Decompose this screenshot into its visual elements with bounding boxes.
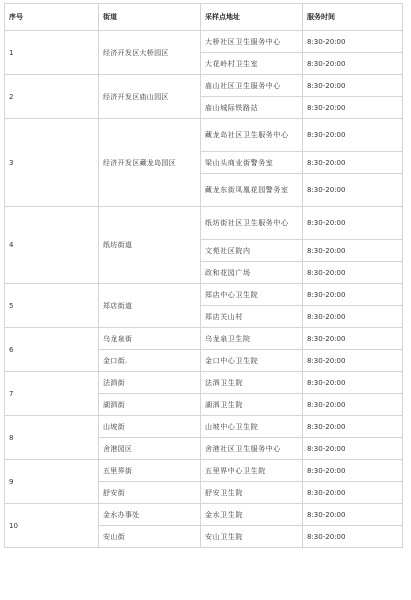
site-cell: 湖泗卫生院 — [201, 394, 303, 416]
header-hours: 服务时间 — [303, 4, 403, 31]
site-cell: 文苑社区院内 — [201, 240, 303, 262]
hours-cell: 8:30-20:00 — [303, 97, 403, 119]
street-cell: 舍港园区 — [99, 438, 201, 460]
hours-cell: 8:30-20:00 — [303, 31, 403, 53]
street-cell: 金口街. — [99, 350, 201, 372]
street-cell: 经济开发区庙山园区 — [99, 75, 201, 119]
table-row — [5, 504, 403, 526]
site-cell: 郑店中心卫生院 — [201, 284, 303, 306]
site-cell: 藏龙岛社区卫生服务中心 — [201, 119, 303, 152]
row-index: 6 — [5, 328, 99, 372]
street-cell: 纸坊街道 — [99, 207, 201, 284]
site-cell: 舒安卫生院 — [201, 482, 303, 504]
site-cell: 乌龙泉卫生院 — [201, 328, 303, 350]
hours-cell: 8:30-20:00 — [303, 174, 403, 207]
hours-cell: 8:30-20:00 — [303, 240, 403, 262]
hours-cell: 8:30-20:00 — [303, 394, 403, 416]
table-row — [5, 372, 403, 394]
street-cell: 经济开发区大桥园区 — [99, 31, 201, 75]
site-cell: 庙山城际铁路站 — [201, 97, 303, 119]
site-cell: 五里界中心卫生院 — [201, 460, 303, 482]
row-index: 4 — [5, 207, 99, 284]
header-site: 采样点地址 — [201, 4, 303, 31]
hours-cell: 8:30-20:00 — [303, 416, 403, 438]
site-cell: 大花岭村卫生室 — [201, 53, 303, 75]
site-cell: 郑店关山村 — [201, 306, 303, 328]
street-cell: 山坡街 — [99, 416, 201, 438]
hours-cell: 8:30-20:00 — [303, 119, 403, 152]
table-body — [5, 31, 403, 548]
row-index: 1 — [5, 31, 99, 75]
hours-cell: 8:30-20:00 — [303, 460, 403, 482]
hours-cell: 8:30-20:00 — [303, 284, 403, 306]
table-row — [5, 75, 403, 97]
row-index: 10 — [5, 504, 99, 548]
street-cell: 湖泗街 — [99, 394, 201, 416]
hours-cell: 8:30-20:00 — [303, 328, 403, 350]
table-row — [5, 416, 403, 438]
site-cell: 法泗卫生院 — [201, 372, 303, 394]
street-cell: 乌龙泉街 — [99, 328, 201, 350]
header-index: 序号 — [5, 4, 99, 31]
site-cell: 金水卫生院 — [201, 504, 303, 526]
site-cell: 舍港社区卫生服务中心 — [201, 438, 303, 460]
site-cell: 纸坊街社区卫生服务中心 — [201, 207, 303, 240]
header-street: 街道 — [99, 4, 201, 31]
hours-cell: 8:30-20:00 — [303, 306, 403, 328]
sampling-sites-table — [4, 3, 403, 548]
row-index: 8 — [5, 416, 99, 460]
row-index: 2 — [5, 75, 99, 119]
hours-cell: 8:30-20:00 — [303, 75, 403, 97]
hours-cell: 8:30-20:00 — [303, 262, 403, 284]
site-cell: 山坡中心卫生院 — [201, 416, 303, 438]
street-cell: 舒安街 — [99, 482, 201, 504]
table-row — [5, 460, 403, 482]
hours-cell: 8:30-20:00 — [303, 350, 403, 372]
site-cell: 政和花园广场 — [201, 262, 303, 284]
site-cell: 安山卫生院 — [201, 526, 303, 548]
street-cell: 经济开发区藏龙岛园区 — [99, 119, 201, 207]
hours-cell: 8:30-20:00 — [303, 53, 403, 75]
street-cell: 五里界街 — [99, 460, 201, 482]
hours-cell: 8:30-20:00 — [303, 504, 403, 526]
table-row — [5, 119, 403, 152]
hours-cell: 8:30-20:00 — [303, 207, 403, 240]
hours-cell: 8:30-20:00 — [303, 482, 403, 504]
row-index: 9 — [5, 460, 99, 504]
street-cell: 郑店街道 — [99, 284, 201, 328]
hours-cell: 8:30-20:00 — [303, 526, 403, 548]
site-cell: 梁山头商业街警务室 — [201, 152, 303, 174]
hours-cell: 8:30-20:00 — [303, 438, 403, 460]
table-row — [5, 284, 403, 306]
row-index: 7 — [5, 372, 99, 416]
row-index: 5 — [5, 284, 99, 328]
table-row — [5, 207, 403, 240]
table-row — [5, 328, 403, 350]
street-cell: 金水办事处 — [99, 504, 201, 526]
row-index: 3 — [5, 119, 99, 207]
street-cell: 法泗街 — [99, 372, 201, 394]
site-cell: 大桥社区卫生服务中心 — [201, 31, 303, 53]
site-cell: 金口中心卫生院 — [201, 350, 303, 372]
hours-cell: 8:30-20:00 — [303, 372, 403, 394]
table-header-row — [5, 4, 403, 31]
table-row — [5, 31, 403, 53]
hours-cell: 8:30-20:00 — [303, 152, 403, 174]
site-cell: 藏龙东街凤凰花园警务室 — [201, 174, 303, 207]
site-cell: 庙山社区卫生服务中心 — [201, 75, 303, 97]
street-cell: 安山街 — [99, 526, 201, 548]
